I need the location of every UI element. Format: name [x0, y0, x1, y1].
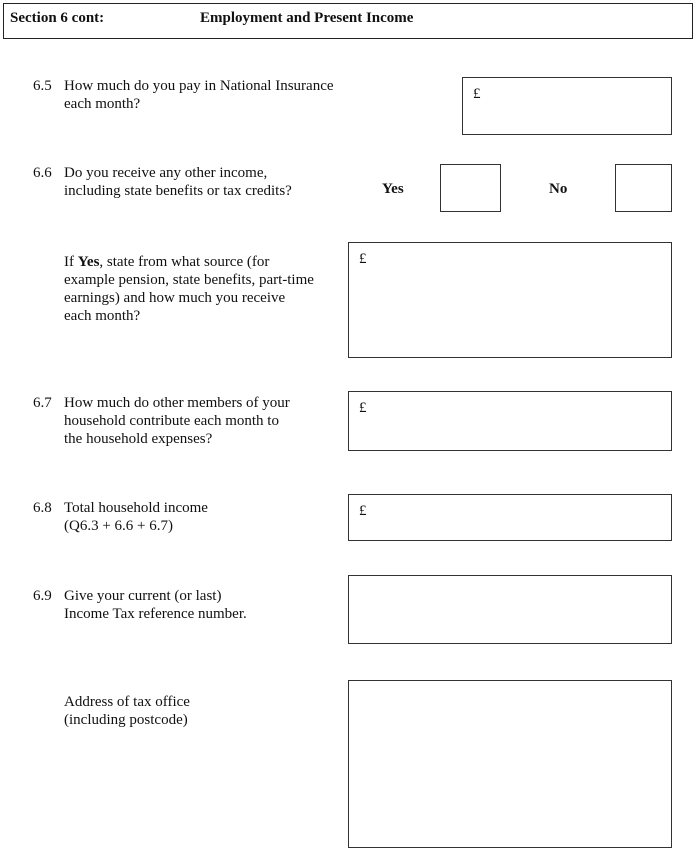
yes-label: Yes	[382, 181, 404, 197]
question-number-6-7: 6.7	[33, 395, 52, 411]
section-title: Employment and Present Income	[200, 10, 414, 26]
no-label: No	[549, 181, 568, 197]
other-income-source-field[interactable]	[348, 242, 672, 358]
tax-reference-field[interactable]	[348, 575, 672, 644]
question-number-6-6: 6.6	[33, 165, 52, 181]
total-household-income-field[interactable]	[348, 494, 672, 541]
pound-sign: £	[473, 86, 481, 102]
no-checkbox[interactable]	[615, 164, 672, 212]
question-number-6-8: 6.8	[33, 500, 52, 516]
tax-office-address-label: Address of tax office (including postcode)	[64, 694, 190, 728]
tax-office-address-field[interactable]	[348, 680, 672, 848]
ni-amount-field[interactable]	[462, 77, 672, 135]
question-text-6-6: Do you receive any other income, including state benefits or tax credits?	[64, 165, 292, 199]
question-number-6-5: 6.5	[33, 78, 52, 94]
question-number-6-9: 6.9	[33, 588, 52, 604]
pound-sign: £	[359, 400, 367, 416]
question-text-6-9: Give your current (or last) Income Tax reference number.	[64, 588, 247, 622]
question-text-6-5: How much do you pay in National Insurance each month?	[64, 78, 334, 112]
question-text-6-8: Total household income (Q6.3 + 6.6 + 6.7)	[64, 500, 208, 534]
yes-checkbox[interactable]	[440, 164, 501, 212]
if-yes-bold: Yes	[77, 254, 100, 270]
pound-sign: £	[359, 251, 367, 267]
if-yes-text: If Yes, state from what source (for example pension, state benefits, part-time earnings) and how much you receive each month?	[64, 254, 314, 324]
household-contribution-field[interactable]	[348, 391, 672, 451]
question-text-6-7: How much do other members of your household contribute each month to the household expenses?	[64, 395, 290, 447]
section-label: Section 6 cont:	[10, 10, 105, 26]
pound-sign: £	[359, 503, 367, 519]
